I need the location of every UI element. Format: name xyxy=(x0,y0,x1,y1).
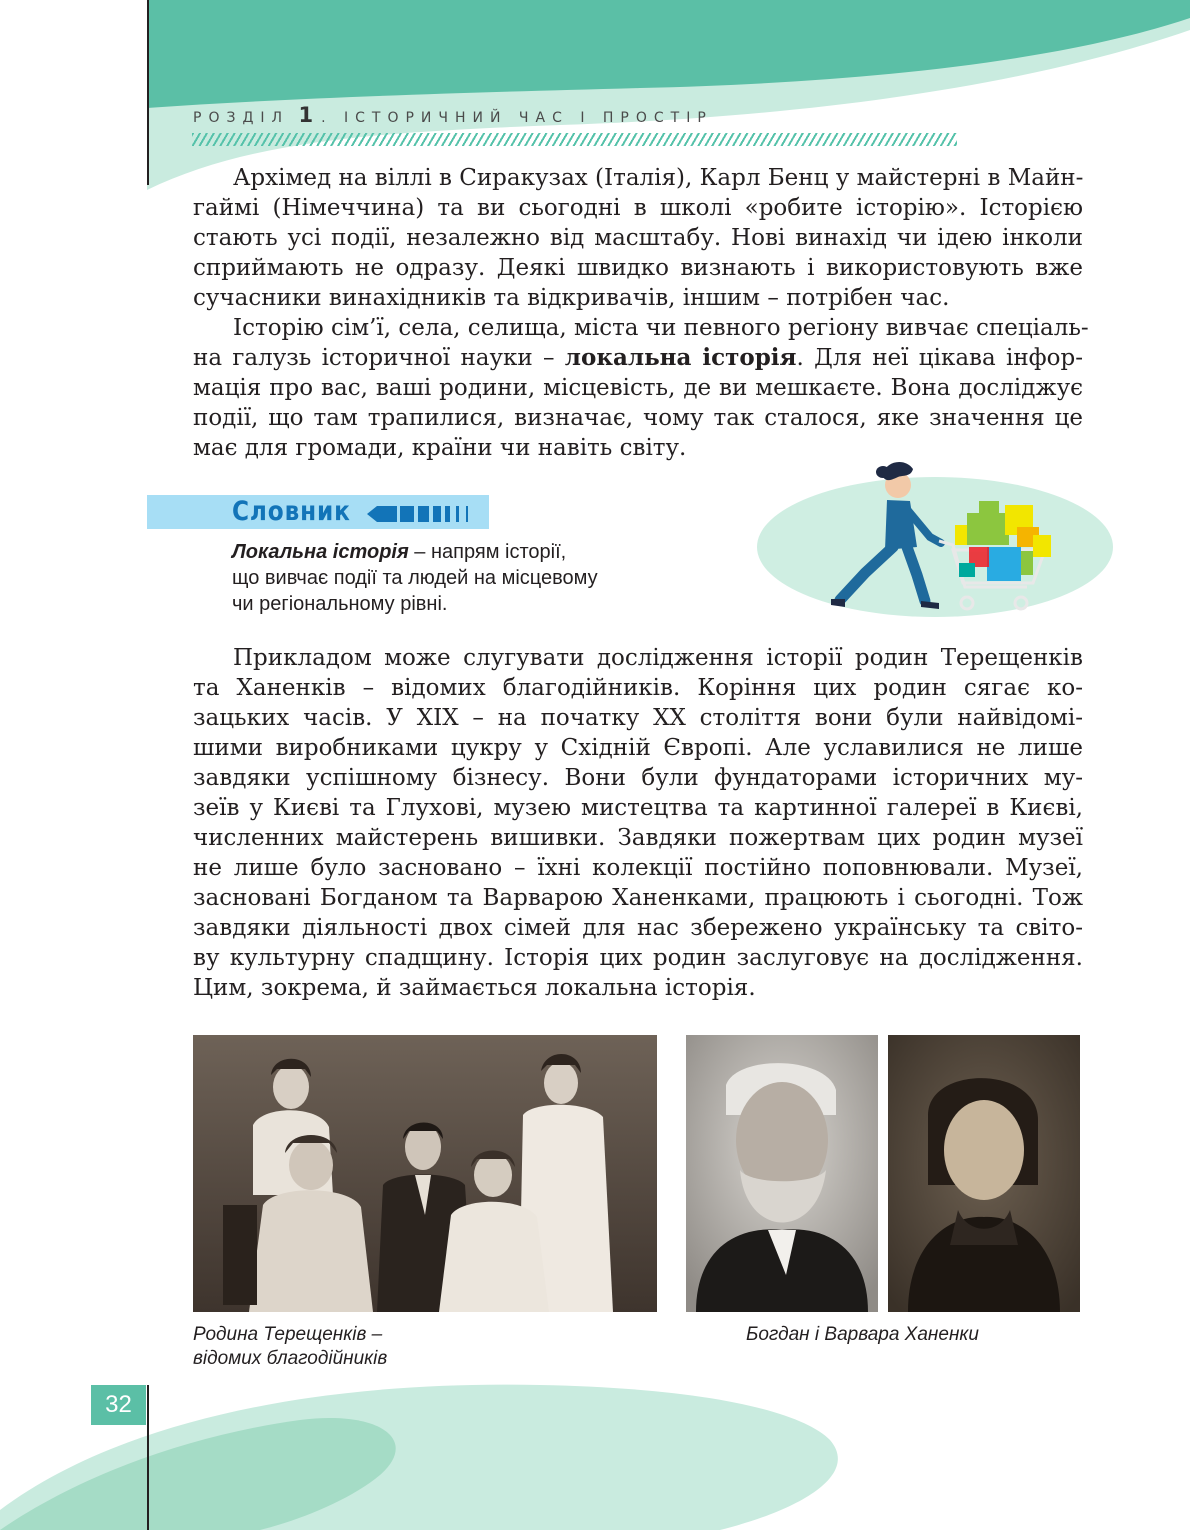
text-line: засновані Богданом та Варварою Ханенками, працюють і сьогодні. Тож xyxy=(193,885,1083,911)
text-line: завдяки успішному бізнесу. Вони були фундаторами історичних му- xyxy=(193,765,1083,791)
text-line: численних майстерень вишивки. Завдяки пожертвам цих родин музеї xyxy=(193,825,1083,851)
section-number: 1 xyxy=(298,103,318,127)
header-hatch-divider xyxy=(192,133,957,146)
text-fragment: на галузь історичної науки – xyxy=(193,345,565,371)
text-line: зеїв у Києві та Глухові, музею мистецтва та картинної галереї в Києві, xyxy=(193,795,1083,821)
text-line: Прикладом може слугувати дослідження історії родин Терещенків xyxy=(233,645,1083,671)
margin-rule-bottom xyxy=(147,1385,149,1530)
key-term-local-history: локальна історія xyxy=(564,344,797,371)
text-line: завдяки діяльності двох сімей для нас збережено українську та світо- xyxy=(193,915,1083,941)
text-line: гаймі (Німеччина) та ви сьогодні в школі «робите історію». Історією xyxy=(193,195,1083,221)
text-line xyxy=(193,343,1083,373)
text-line: Цим, зокрема, й займається локальна історія. xyxy=(193,975,756,1001)
section-title: . ІСТОРИЧНИЙ ЧАС І ПРОСТІР xyxy=(321,110,713,126)
caption-line: відомих благодійників xyxy=(193,1348,388,1369)
text-line: не лише було засновано – їхні колекції постійно поповнювали. Музеї, xyxy=(193,855,1083,881)
definition-text: – напрям історії, xyxy=(408,541,567,563)
caption-line: Родина Терещенків – xyxy=(193,1324,383,1345)
text-line: сприймають не одразу. Деякі швидко визнають і використовують вже xyxy=(193,255,1083,281)
bohdan-khanenko-portrait xyxy=(686,1035,878,1312)
text-line: ву культурну спадщину. Історія цих родин заслуговує на дослідження. xyxy=(193,945,1083,971)
family-photo-caption xyxy=(193,1323,387,1371)
margin-rule-top xyxy=(147,0,149,185)
paragraph-2 xyxy=(193,313,1089,463)
dictionary-definition xyxy=(232,539,598,617)
paragraph-1 xyxy=(193,163,1083,313)
footer-background-wave xyxy=(0,1380,1190,1530)
dictionary-arrow-icon xyxy=(367,504,482,524)
shopping-cart-illustration xyxy=(755,455,1115,625)
text-line: Історію сім’ї, села, селища, міста чи певного регіону вивчає спеціаль- xyxy=(233,315,1089,341)
intro-text xyxy=(193,163,1089,463)
text-line: та Ханенків – відомих благодійників. Коріння цих родин сягає ко- xyxy=(193,675,1083,701)
section-word: РОЗДІЛ xyxy=(193,110,290,126)
text-line: Архімед на віллі в Сиракузах (Італія), Карл Бенц у майстерні в Майн- xyxy=(233,165,1084,191)
text-line: шими виробниками цукру у Східній Європі. Але уславилися не лише xyxy=(193,735,1083,761)
text-fragment: . Для неї цікава інфор- xyxy=(796,345,1083,371)
definition-text: що вивчає події та людей на місцевому xyxy=(232,567,598,589)
text-line: зацьких часів. У ХІХ – на початку ХХ століття вони були найвідомі- xyxy=(193,705,1083,731)
running-header xyxy=(193,103,713,127)
text-line: мація про вас, ваші родини, місцевість, де ви мешкаєте. Вона досліджує xyxy=(193,375,1083,401)
page-number: 32 xyxy=(91,1385,146,1425)
khanenko-photo-caption: Богдан і Варвара Ханенки xyxy=(746,1324,979,1345)
dictionary-title: Словник xyxy=(232,496,351,527)
text-line: сучасники винахідників та відкривачів, іншим – потрібен час. xyxy=(193,285,950,311)
text-line: стають усі події, незалежно від масштабу. Нові винахід чи ідею інколи xyxy=(193,225,1083,251)
varvara-khanenko-portrait xyxy=(888,1035,1080,1312)
dictionary-term: Локальна історія xyxy=(232,541,409,563)
paragraph-3 xyxy=(193,643,1083,1003)
definition-text: чи регіональному рівні. xyxy=(232,593,448,615)
main-text xyxy=(193,643,1083,1003)
text-line: події, що там трапилися, визначає, чому так сталося, яке значення це xyxy=(193,405,1083,431)
tereshchenko-family-photo xyxy=(193,1035,657,1312)
text-line: має для громади, країни чи навіть світу. xyxy=(193,435,687,461)
